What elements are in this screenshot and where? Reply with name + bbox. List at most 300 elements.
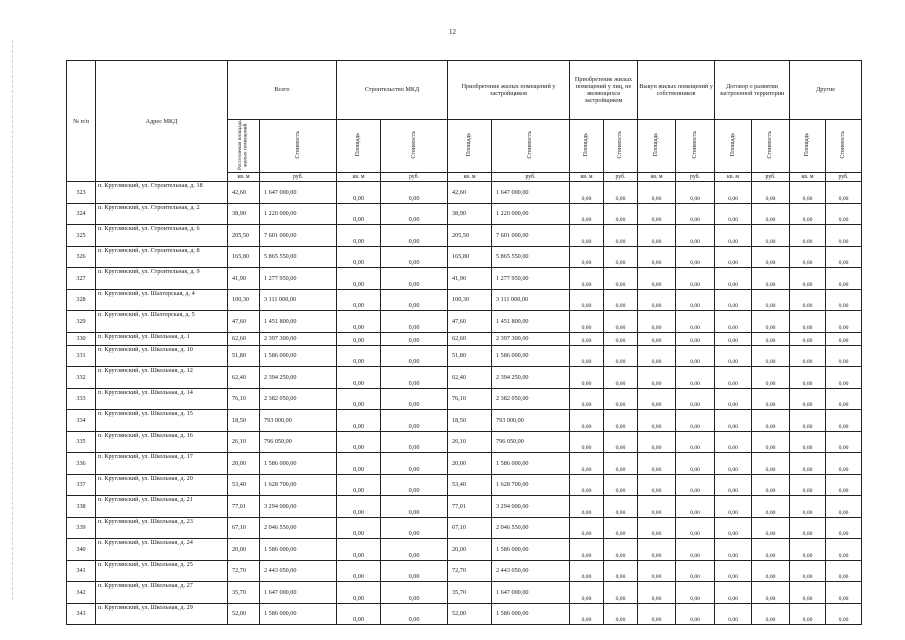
row-developer-area: 165,80 xyxy=(448,246,492,268)
row-zero-area: 0,00 xyxy=(715,603,752,625)
row-zero-cost: 0,00 xyxy=(604,367,638,389)
row-zero-cost: 0,00 xyxy=(676,246,715,268)
row-developer-cost: 2 046 550,00 xyxy=(492,517,570,539)
row-total-area: 165,80 xyxy=(228,246,260,268)
row-zero-cost: 0,00 xyxy=(752,517,790,539)
row-number: 323 xyxy=(67,182,96,204)
row-zero-cost: 0,00 xyxy=(826,539,862,561)
row-zero-cost: 0,00 xyxy=(826,453,862,475)
scan-edge-line xyxy=(12,40,14,600)
table-row xyxy=(67,388,862,410)
row-total-cost: 1 586 000,00 xyxy=(260,539,337,561)
row-developer-cost: 1 277 950,00 xyxy=(492,268,570,290)
row-zero-cost: 0,00 xyxy=(752,246,790,268)
row-zero-area: 0,00 xyxy=(570,388,604,410)
table-row xyxy=(67,410,862,432)
row-zero-area: 0,00 xyxy=(570,203,604,225)
row-zero-cost: 0,00 xyxy=(752,496,790,518)
row-zero-cost: 0,00 xyxy=(826,203,862,225)
row-address: п. Круглянский, ул. Школьная, д. 29 xyxy=(96,603,228,625)
table-row xyxy=(67,311,862,333)
row-construction-cost: 0,00 xyxy=(381,582,448,604)
row-total-cost: 1 451 800,00 xyxy=(260,311,337,333)
row-construction-area: 0,00 xyxy=(337,474,381,496)
row-zero-cost: 0,00 xyxy=(826,431,862,453)
row-zero-area: 0,00 xyxy=(790,431,826,453)
row-zero-cost: 0,00 xyxy=(604,474,638,496)
row-zero-cost: 0,00 xyxy=(826,603,862,625)
row-total-cost: 2 382 050,00 xyxy=(260,388,337,410)
row-total-cost: 793 000,00 xyxy=(260,410,337,432)
row-developer-area: 18,50 xyxy=(448,410,492,432)
row-total-area: 62,60 xyxy=(228,332,260,345)
row-zero-cost: 0,00 xyxy=(826,311,862,333)
unit-area: кв. м xyxy=(228,173,260,182)
row-zero-cost: 0,00 xyxy=(604,182,638,204)
row-zero-cost: 0,00 xyxy=(676,268,715,290)
row-number: 333 xyxy=(67,388,96,410)
row-zero-cost: 0,00 xyxy=(826,268,862,290)
row-developer-cost: 1 220 000,00 xyxy=(492,203,570,225)
row-zero-cost: 0,00 xyxy=(604,453,638,475)
row-address: п. Круглянский, ул. Строительная, д. 2 xyxy=(96,203,228,225)
unit-money: руб. xyxy=(260,173,337,182)
unit-area: кв. м xyxy=(790,173,826,182)
row-zero-area: 0,00 xyxy=(715,410,752,432)
row-zero-cost: 0,00 xyxy=(826,517,862,539)
header-address: Адрес МКД xyxy=(96,61,228,182)
row-developer-cost: 3 294 000,00 xyxy=(492,496,570,518)
row-zero-area: 0,00 xyxy=(790,496,826,518)
row-number: 328 xyxy=(67,289,96,311)
row-total-cost: 1 220 000,00 xyxy=(260,203,337,225)
row-zero-area: 0,00 xyxy=(638,388,676,410)
row-number: 335 xyxy=(67,431,96,453)
row-zero-area: 0,00 xyxy=(570,410,604,432)
row-zero-area: 0,00 xyxy=(638,603,676,625)
row-total-area: 47,60 xyxy=(228,311,260,333)
row-construction-cost: 0,00 xyxy=(381,225,448,247)
row-zero-area: 0,00 xyxy=(715,539,752,561)
unit-money: руб. xyxy=(492,173,570,182)
row-zero-area: 0,00 xyxy=(715,474,752,496)
row-zero-area: 0,00 xyxy=(638,289,676,311)
header-area-label: Площадь xyxy=(804,133,811,157)
row-address: п. Круглянский, ул. Школьная, д. 24 xyxy=(96,539,228,561)
row-developer-area: 62,60 xyxy=(448,332,492,345)
row-address: п. Круглянский, ул. Школьная, д. 23 xyxy=(96,517,228,539)
row-construction-area: 0,00 xyxy=(337,517,381,539)
row-total-cost: 1 586 000,00 xyxy=(260,345,337,367)
row-zero-cost: 0,00 xyxy=(752,332,790,345)
header-area-label: Площадь xyxy=(583,133,590,157)
table-row xyxy=(67,496,862,518)
header-area xyxy=(790,120,826,173)
row-developer-area: 51,80 xyxy=(448,345,492,367)
table-row xyxy=(67,560,862,582)
row-number: 339 xyxy=(67,517,96,539)
row-zero-cost: 0,00 xyxy=(676,388,715,410)
table-row xyxy=(67,203,862,225)
row-developer-cost: 1 451 800,00 xyxy=(492,311,570,333)
header-area-label: Расселяемая площадь жилых помещений xyxy=(236,120,249,170)
row-developer-cost: 2 394 250,00 xyxy=(492,367,570,389)
row-zero-cost: 0,00 xyxy=(826,474,862,496)
row-total-cost: 5 865 550,00 xyxy=(260,246,337,268)
header-group-construction: Строительство МКД xyxy=(337,61,448,120)
row-zero-cost: 0,00 xyxy=(826,289,862,311)
row-zero-area: 0,00 xyxy=(790,474,826,496)
row-zero-area: 0,00 xyxy=(715,289,752,311)
row-zero-area: 0,00 xyxy=(790,560,826,582)
row-developer-cost: 1 586 000,00 xyxy=(492,453,570,475)
row-zero-area: 0,00 xyxy=(715,311,752,333)
row-total-cost: 3 111 000,00 xyxy=(260,289,337,311)
header-area xyxy=(228,120,260,173)
row-zero-cost: 0,00 xyxy=(752,582,790,604)
row-zero-area: 0,00 xyxy=(790,367,826,389)
table-row xyxy=(67,289,862,311)
row-total-cost: 2 443 050,00 xyxy=(260,560,337,582)
row-total-area: 51,80 xyxy=(228,345,260,367)
row-zero-area: 0,00 xyxy=(715,182,752,204)
row-total-area: 67,10 xyxy=(228,517,260,539)
row-developer-cost: 1 628 700,00 xyxy=(492,474,570,496)
row-construction-cost: 0,00 xyxy=(381,603,448,625)
row-zero-cost: 0,00 xyxy=(676,496,715,518)
header-area-label: Площадь xyxy=(355,133,362,157)
row-developer-cost: 3 111 000,00 xyxy=(492,289,570,311)
header-cost xyxy=(826,120,862,173)
row-construction-cost: 0,00 xyxy=(381,345,448,367)
row-zero-cost: 0,00 xyxy=(752,182,790,204)
row-developer-area: 205,50 xyxy=(448,225,492,247)
row-developer-cost: 2 443 050,00 xyxy=(492,560,570,582)
row-zero-cost: 0,00 xyxy=(826,345,862,367)
row-number: 325 xyxy=(67,225,96,247)
row-construction-area: 0,00 xyxy=(337,203,381,225)
row-total-area: 38,90 xyxy=(228,203,260,225)
row-zero-cost: 0,00 xyxy=(752,603,790,625)
row-address: п. Круглянский, ул. Строительная, д. 18 xyxy=(96,182,228,204)
row-total-cost: 1 647 000,00 xyxy=(260,182,337,204)
row-zero-cost: 0,00 xyxy=(676,225,715,247)
row-zero-area: 0,00 xyxy=(638,560,676,582)
row-zero-cost: 0,00 xyxy=(604,203,638,225)
row-zero-area: 0,00 xyxy=(570,496,604,518)
row-zero-area: 0,00 xyxy=(715,517,752,539)
row-zero-area: 0,00 xyxy=(638,431,676,453)
row-address: п. Круглянский, ул. Строительная, д. 8 xyxy=(96,246,228,268)
row-total-area: 53,40 xyxy=(228,474,260,496)
row-zero-area: 0,00 xyxy=(790,388,826,410)
header-group-development: Договор о развитии застроенной территории xyxy=(715,61,790,120)
row-zero-area: 0,00 xyxy=(638,496,676,518)
row-total-cost: 1 586 000,00 xyxy=(260,453,337,475)
row-zero-area: 0,00 xyxy=(570,246,604,268)
row-address: п. Круглянский, ул. Школьная, д. 16 xyxy=(96,431,228,453)
row-address: п. Круглянский, ул. Строительная, д. 9 xyxy=(96,268,228,290)
row-construction-cost: 0,00 xyxy=(381,453,448,475)
row-zero-cost: 0,00 xyxy=(604,517,638,539)
row-total-cost: 2 394 250,00 xyxy=(260,367,337,389)
row-zero-cost: 0,00 xyxy=(826,332,862,345)
row-developer-area: 41,90 xyxy=(448,268,492,290)
row-zero-area: 0,00 xyxy=(638,268,676,290)
unit-area: кв. м xyxy=(570,173,604,182)
row-construction-area: 0,00 xyxy=(337,431,381,453)
row-number: 341 xyxy=(67,560,96,582)
header-cost xyxy=(260,120,337,173)
row-zero-area: 0,00 xyxy=(638,453,676,475)
row-number: 331 xyxy=(67,345,96,367)
row-zero-area: 0,00 xyxy=(570,517,604,539)
row-zero-cost: 0,00 xyxy=(826,225,862,247)
row-total-area: 20,00 xyxy=(228,539,260,561)
row-number: 334 xyxy=(67,410,96,432)
row-zero-area: 0,00 xyxy=(790,182,826,204)
row-zero-cost: 0,00 xyxy=(826,367,862,389)
header-cost xyxy=(381,120,448,173)
row-zero-area: 0,00 xyxy=(790,225,826,247)
row-construction-cost: 0,00 xyxy=(381,246,448,268)
row-developer-cost: 1 586 000,00 xyxy=(492,603,570,625)
header-cost-label: Стоимость xyxy=(410,131,417,159)
row-zero-area: 0,00 xyxy=(638,203,676,225)
row-number: 332 xyxy=(67,367,96,389)
unit-money: руб. xyxy=(676,173,715,182)
row-construction-cost: 0,00 xyxy=(381,182,448,204)
row-zero-cost: 0,00 xyxy=(676,289,715,311)
row-construction-area: 0,00 xyxy=(337,289,381,311)
table-row xyxy=(67,367,862,389)
unit-money: руб. xyxy=(604,173,638,182)
row-developer-cost: 1 586 000,00 xyxy=(492,345,570,367)
row-total-area: 100,30 xyxy=(228,289,260,311)
row-total-area: 76,10 xyxy=(228,388,260,410)
row-zero-area: 0,00 xyxy=(638,582,676,604)
row-total-area: 205,50 xyxy=(228,225,260,247)
row-zero-area: 0,00 xyxy=(715,345,752,367)
row-zero-cost: 0,00 xyxy=(752,474,790,496)
row-construction-area: 0,00 xyxy=(337,345,381,367)
row-zero-area: 0,00 xyxy=(715,367,752,389)
row-zero-area: 0,00 xyxy=(638,182,676,204)
row-total-area: 41,90 xyxy=(228,268,260,290)
row-zero-area: 0,00 xyxy=(570,225,604,247)
page-number: 12 xyxy=(449,28,456,36)
row-zero-cost: 0,00 xyxy=(752,453,790,475)
row-construction-cost: 0,00 xyxy=(381,410,448,432)
row-developer-area: 42,60 xyxy=(448,182,492,204)
row-zero-area: 0,00 xyxy=(790,203,826,225)
row-zero-cost: 0,00 xyxy=(676,582,715,604)
row-zero-area: 0,00 xyxy=(715,225,752,247)
row-zero-area: 0,00 xyxy=(790,345,826,367)
row-zero-cost: 0,00 xyxy=(604,289,638,311)
row-zero-area: 0,00 xyxy=(570,539,604,561)
header-area xyxy=(448,120,492,173)
table-row xyxy=(67,431,862,453)
row-zero-cost: 0,00 xyxy=(752,410,790,432)
header-group-other: Другие xyxy=(790,61,862,120)
row-zero-cost: 0,00 xyxy=(604,225,638,247)
header-cost-label: Стоимость xyxy=(767,131,774,159)
row-zero-cost: 0,00 xyxy=(752,431,790,453)
row-zero-area: 0,00 xyxy=(570,453,604,475)
row-construction-area: 0,00 xyxy=(337,539,381,561)
row-address: п. Круглянский, ул. Школьная, д. 15 xyxy=(96,410,228,432)
header-cost-label: Стоимость xyxy=(840,131,847,159)
row-zero-cost: 0,00 xyxy=(676,367,715,389)
row-zero-cost: 0,00 xyxy=(826,496,862,518)
row-zero-area: 0,00 xyxy=(570,560,604,582)
row-zero-area: 0,00 xyxy=(790,539,826,561)
row-zero-area: 0,00 xyxy=(715,246,752,268)
row-zero-cost: 0,00 xyxy=(676,410,715,432)
row-construction-cost: 0,00 xyxy=(381,203,448,225)
row-developer-area: 52,00 xyxy=(448,603,492,625)
row-total-area: 35,70 xyxy=(228,582,260,604)
row-zero-cost: 0,00 xyxy=(676,332,715,345)
unit-area: кв. м xyxy=(638,173,676,182)
row-number: 342 xyxy=(67,582,96,604)
row-zero-cost: 0,00 xyxy=(604,560,638,582)
table-row xyxy=(67,345,862,367)
row-total-cost: 1 277 950,00 xyxy=(260,268,337,290)
row-zero-area: 0,00 xyxy=(638,345,676,367)
row-construction-cost: 0,00 xyxy=(381,539,448,561)
header-cost-label: Стоимость xyxy=(527,131,534,159)
header-row-num: № п/п xyxy=(67,61,96,182)
row-number: 330 xyxy=(67,332,96,345)
row-zero-cost: 0,00 xyxy=(826,410,862,432)
row-zero-area: 0,00 xyxy=(570,182,604,204)
table-row xyxy=(67,603,862,625)
row-developer-area: 67,10 xyxy=(448,517,492,539)
row-zero-cost: 0,00 xyxy=(604,246,638,268)
row-zero-cost: 0,00 xyxy=(752,367,790,389)
row-address: п. Круглянский, ул. Школьная, д. 17 xyxy=(96,453,228,475)
row-developer-cost: 5 865 550,00 xyxy=(492,246,570,268)
row-developer-area: 38,90 xyxy=(448,203,492,225)
row-developer-area: 47,60 xyxy=(448,311,492,333)
row-developer-area: 62,40 xyxy=(448,367,492,389)
row-zero-area: 0,00 xyxy=(570,345,604,367)
row-zero-cost: 0,00 xyxy=(604,603,638,625)
row-developer-area: 72,70 xyxy=(448,560,492,582)
row-zero-cost: 0,00 xyxy=(604,496,638,518)
header-area xyxy=(337,120,381,173)
row-construction-cost: 0,00 xyxy=(381,496,448,518)
row-total-area: 26,10 xyxy=(228,431,260,453)
header-cost xyxy=(752,120,790,173)
row-total-cost: 1 628 700,00 xyxy=(260,474,337,496)
row-developer-area: 35,70 xyxy=(448,582,492,604)
row-construction-area: 0,00 xyxy=(337,410,381,432)
row-zero-cost: 0,00 xyxy=(676,311,715,333)
header-cost xyxy=(604,120,638,173)
row-zero-cost: 0,00 xyxy=(604,332,638,345)
header-cost xyxy=(676,120,715,173)
row-address: п. Круглянский, ул. Школьная, д. 27 xyxy=(96,582,228,604)
table-row xyxy=(67,268,862,290)
row-zero-cost: 0,00 xyxy=(604,345,638,367)
row-zero-cost: 0,00 xyxy=(604,582,638,604)
row-number: 340 xyxy=(67,539,96,561)
row-total-cost: 3 294 000,00 xyxy=(260,496,337,518)
row-construction-area: 0,00 xyxy=(337,388,381,410)
row-zero-area: 0,00 xyxy=(570,332,604,345)
unit-area: кв. м xyxy=(715,173,752,182)
row-address: п. Круглянский, ул. Школьная, д. 10 xyxy=(96,345,228,367)
table-row xyxy=(67,474,862,496)
row-zero-cost: 0,00 xyxy=(752,388,790,410)
row-construction-area: 0,00 xyxy=(337,453,381,475)
row-zero-cost: 0,00 xyxy=(676,517,715,539)
row-address: п. Круглянский, ул. Шахтерская, д. 4 xyxy=(96,289,228,311)
table-row xyxy=(67,225,862,247)
table-row xyxy=(67,246,862,268)
row-construction-cost: 0,00 xyxy=(381,332,448,345)
header-area-label: Площадь xyxy=(729,133,736,157)
row-zero-area: 0,00 xyxy=(638,474,676,496)
row-zero-cost: 0,00 xyxy=(676,453,715,475)
header-group-developer: Приобретение жилых помещений у застройщиков xyxy=(448,61,570,120)
table-row xyxy=(67,182,862,204)
header-group-non-developer: Приобретение жилых помещений у лиц, не являющихся застройщиком xyxy=(570,61,638,120)
row-construction-cost: 0,00 xyxy=(381,431,448,453)
row-construction-cost: 0,00 xyxy=(381,517,448,539)
row-address: п. Круглянский, ул. Школьная, д. 21 xyxy=(96,496,228,518)
header-group-buyout: Выкуп жилых помещений у собственников xyxy=(638,61,715,120)
row-zero-area: 0,00 xyxy=(570,431,604,453)
row-zero-cost: 0,00 xyxy=(676,345,715,367)
row-developer-area: 20,00 xyxy=(448,453,492,475)
row-developer-cost: 1 647 000,00 xyxy=(492,582,570,604)
row-total-cost: 7 601 000,00 xyxy=(260,225,337,247)
row-zero-area: 0,00 xyxy=(790,246,826,268)
row-zero-cost: 0,00 xyxy=(676,431,715,453)
row-number: 343 xyxy=(67,603,96,625)
header-area xyxy=(715,120,752,173)
row-total-cost: 1 647 000,00 xyxy=(260,582,337,604)
row-construction-area: 0,00 xyxy=(337,268,381,290)
row-zero-area: 0,00 xyxy=(570,311,604,333)
unit-money: руб. xyxy=(381,173,448,182)
row-construction-area: 0,00 xyxy=(337,246,381,268)
header-area xyxy=(570,120,604,173)
row-address: п. Круглянский, ул. Строительная, д. 6 xyxy=(96,225,228,247)
row-zero-area: 0,00 xyxy=(638,539,676,561)
row-zero-area: 0,00 xyxy=(790,289,826,311)
header-area xyxy=(638,120,676,173)
row-construction-area: 0,00 xyxy=(337,367,381,389)
row-developer-area: 100,30 xyxy=(448,289,492,311)
row-zero-cost: 0,00 xyxy=(676,539,715,561)
row-number: 337 xyxy=(67,474,96,496)
row-construction-area: 0,00 xyxy=(337,560,381,582)
row-construction-cost: 0,00 xyxy=(381,474,448,496)
row-total-area: 52,00 xyxy=(228,603,260,625)
row-zero-cost: 0,00 xyxy=(752,560,790,582)
row-construction-area: 0,00 xyxy=(337,496,381,518)
header-area-label: Площадь xyxy=(466,133,473,157)
row-total-cost: 2 397 300,00 xyxy=(260,332,337,345)
row-zero-cost: 0,00 xyxy=(752,289,790,311)
table-row xyxy=(67,517,862,539)
row-zero-cost: 0,00 xyxy=(604,410,638,432)
